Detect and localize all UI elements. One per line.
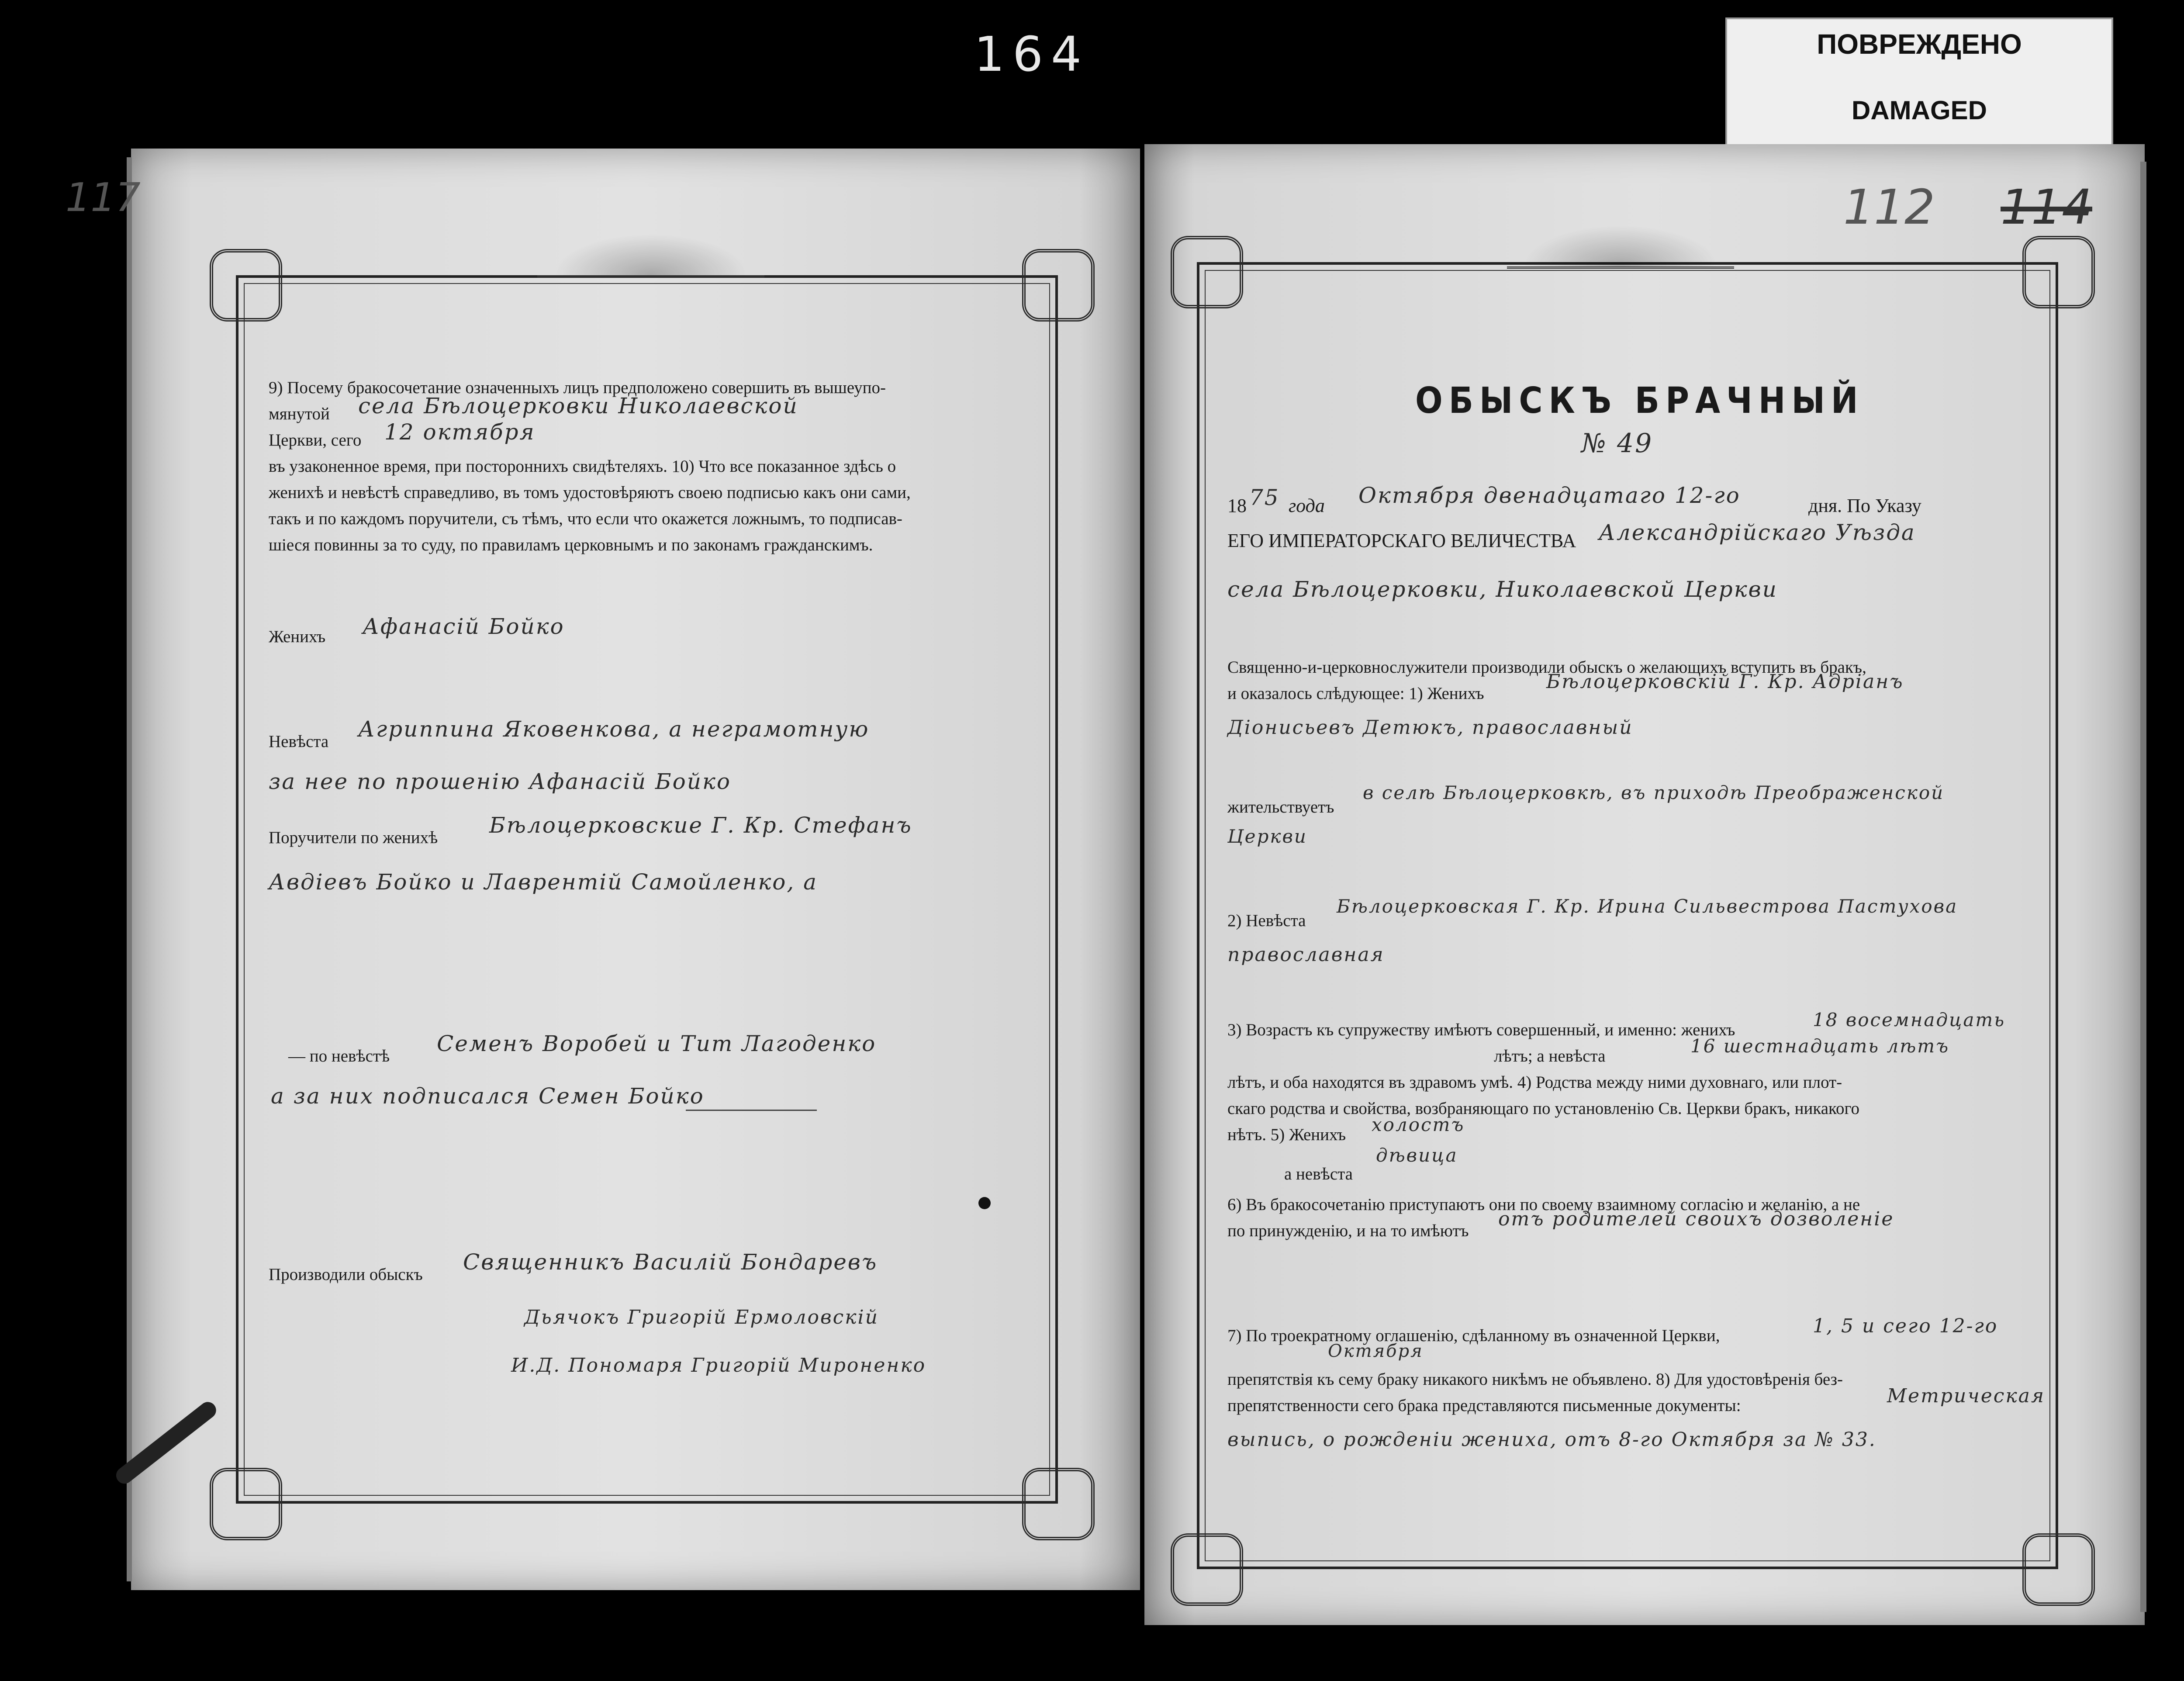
right-corner-bl <box>1171 1533 1243 1606</box>
left-corner-tr <box>1022 249 1095 322</box>
age-line-3: лѣтъ, и оба находятся въ здравомъ умѣ. 4) Родства между ними духовнаго, или плот- <box>1227 1073 1842 1092</box>
p9-line-1: 9) Посему бракосочетание означенныхъ лицъ предположено совершить въ вышеупо- <box>269 378 886 397</box>
banns-line-2: препятствія къ сему браку никакого никѣмъ не объявлено. 8) Для удостовѣренія без- <box>1227 1370 1843 1389</box>
hw-village: села Бѣлоцерковки, Николаевской Церкви <box>1227 577 1778 602</box>
right-top-ornament <box>1507 218 1734 269</box>
residence-hw-1: в селѣ Бѣлоцерковкѣ, въ приходѣ Преображенской <box>1363 782 1945 803</box>
hw-uezd: Александрійскаго Уѣзда <box>1599 520 1916 545</box>
bride-guarantors-label: — по невѣстѣ <box>288 1047 390 1065</box>
groom-guarantors-label: Поручители по женихѣ <box>269 828 438 847</box>
age-groom-hw: 18 восемнадцать <box>1813 1009 2006 1031</box>
p9-line-7: шіеся повинны за то суду, по правиламъ церковнымъ и по законамъ гражданскимъ. <box>269 536 873 554</box>
p9-line-2: мянутой <box>269 405 330 423</box>
left-corner-tl <box>210 249 282 322</box>
age-line-4: скаго родства и свойства, возбраняющаго по установленію Св. Церкви бракъ, никакого <box>1227 1099 1860 1118</box>
right-corner-br <box>2022 1533 2095 1606</box>
ink-blot <box>978 1197 991 1209</box>
bride-hw-2: за нее по прошенію Афанасій Бойко <box>269 769 731 794</box>
banns-line-1: 7) По троекратному оглашенію, сдѣланному въ означенной Церкви, <box>1227 1326 1720 1345</box>
groom-hw-1: Бѣлоцерковскій Г. Кр. Адріанъ <box>1546 671 1904 693</box>
right-corner-tl <box>1171 236 1243 308</box>
clergy-line-2: и оказалось слѣдующее: 1) Женихъ <box>1227 684 1484 703</box>
bride-hw-1: Агриппина Яковенкова, а неграмотную <box>358 716 870 742</box>
damaged-stamp-ru: ПОВРЕЖДЕНО <box>1817 28 2022 60</box>
groom-guarantors-hw-2: Авдіевъ Бойко и Лаврентій Самойленко, а <box>269 869 818 895</box>
record-number: № 49 <box>1581 428 1653 459</box>
left-corner-bl <box>210 1468 282 1540</box>
groom-hw-2: Діонисьевъ Детюкъ, православный <box>1227 716 1633 739</box>
p9-line-5: женихѣ и невѣстѣ справедливо, въ томъ удостовѣряютъ своею подписью какъ они сами, <box>269 483 911 502</box>
p9-line-3: Церкви, сего <box>269 431 362 450</box>
damaged-stamp <box>1725 17 2113 152</box>
left-folio-pencil: 117 <box>66 175 141 221</box>
underline <box>686 1110 817 1111</box>
consent-hw: отъ родителей своихъ дозволеніе <box>1498 1208 1894 1230</box>
majesty-line: ЕГО ИМПЕРАТОРСКАГО ВЕЛИЧЕСТВА <box>1227 530 1576 551</box>
date-hw: Октября двенадцатаго 12-го <box>1358 483 1741 508</box>
year-prefix: 18 <box>1227 495 1247 516</box>
groom-guarantors-hw-1: Бѣлоцерковские Г. Кр. Стефанъ <box>489 813 912 838</box>
page-title: ОБЫСКЪ БРАЧНЫЙ <box>1415 380 1864 422</box>
groom-hw: Афанасій Бойко <box>363 614 565 639</box>
examiners-hw-2: Дьячокъ Григорій Ермоловскій <box>524 1306 879 1328</box>
right-bride-hw-2: православная <box>1227 944 1385 966</box>
banns-line-3: препятственности сего брака представляются письменные документы: <box>1227 1396 1741 1415</box>
groom-label: Женихъ <box>269 627 326 646</box>
residence-hw-2: Церкви <box>1227 826 1307 847</box>
left-corner-br <box>1022 1468 1095 1540</box>
clergy-line-1: Священно-и-церковнослужители производили обыскъ о желающихъ вступить въ бракъ, <box>1227 658 1866 677</box>
p9-line-4: въ узаконенное время, при постороннихъ свидѣтеляхъ. 10) Что все показанное здѣсь о <box>269 457 896 476</box>
residence-label: жительствуетъ <box>1227 798 1334 816</box>
banns-hw-4: выпись, о рожденіи жениха, отъ 8-го Октября за № 33. <box>1227 1429 1876 1451</box>
status-bride-label: а невѣста <box>1284 1165 1353 1183</box>
examiners-label: Производили обыскъ <box>269 1265 423 1284</box>
hw-church: села Бѣлоцерковки Николаевской <box>358 393 798 419</box>
right-bride-hw-1: Бѣлоцерковская Г. Кр. Ирина Сильвестрова Пастухова <box>1337 896 1958 917</box>
age-line-5: нѣтъ. 5) Женихъ <box>1227 1125 1346 1144</box>
age-line-2: лѣтъ; а невѣста <box>1494 1047 1606 1065</box>
p9-line-6: такъ и по каждомъ поручители, съ тѣмъ, что если что окажется ложнымъ, то подписав- <box>269 509 902 528</box>
frame-number: 164 <box>974 26 1089 82</box>
left-top-ornament <box>537 227 764 277</box>
year-word: года <box>1289 495 1325 516</box>
consent-line-2: по принужденію, и на то имѣютъ <box>1227 1221 1469 1240</box>
age-bride-hw: 16 шестнадцать лѣтъ <box>1690 1035 1950 1057</box>
folio-pencil-1: 112 <box>1843 179 1935 235</box>
banns-hw-1: 1, 5 и сего 12-го <box>1813 1315 1998 1337</box>
right-page <box>1144 144 2145 1625</box>
consent-line-1: 6) Въ бракосочетанію приступаютъ они по своему взаимному согласію и желанію, а не <box>1227 1195 1860 1214</box>
date-suffix: дня. По Указу <box>1808 495 1921 516</box>
banns-hw-3: Метрическая <box>1887 1385 2046 1407</box>
bride-label: 2) Невѣста <box>1227 911 1306 930</box>
folio-pencil-2: 114 <box>2001 179 2092 235</box>
examiners-hw-3: И.Д. Пономаря Григорій Мироненко <box>511 1354 926 1377</box>
status-bride-hw: дѣвица <box>1376 1145 1458 1166</box>
bride-label: Невѣста <box>269 732 329 751</box>
right-corner-tr <box>2022 236 2095 308</box>
examiners-hw-1: Священникъ Василій Бондаревъ <box>463 1249 878 1275</box>
left-page <box>66 149 1140 1590</box>
bride-guarantors-hw-1: Семенъ Воробей и Тит Лагоденко <box>437 1031 877 1056</box>
hw-date: 12 октября <box>384 419 536 445</box>
banns-hw-2: Октября <box>1328 1341 1424 1361</box>
age-line-1: 3) Возрастъ къ супружеству имѣютъ совершенный, и именно: женихъ <box>1227 1020 1735 1039</box>
year-hw: 75 <box>1249 485 1280 510</box>
bride-guarantors-hw-2: а за них подписался Семен Бойко <box>271 1083 705 1109</box>
damaged-stamp-en: DAMAGED <box>1852 96 1987 125</box>
status-groom-hw: холостъ <box>1372 1114 1465 1135</box>
